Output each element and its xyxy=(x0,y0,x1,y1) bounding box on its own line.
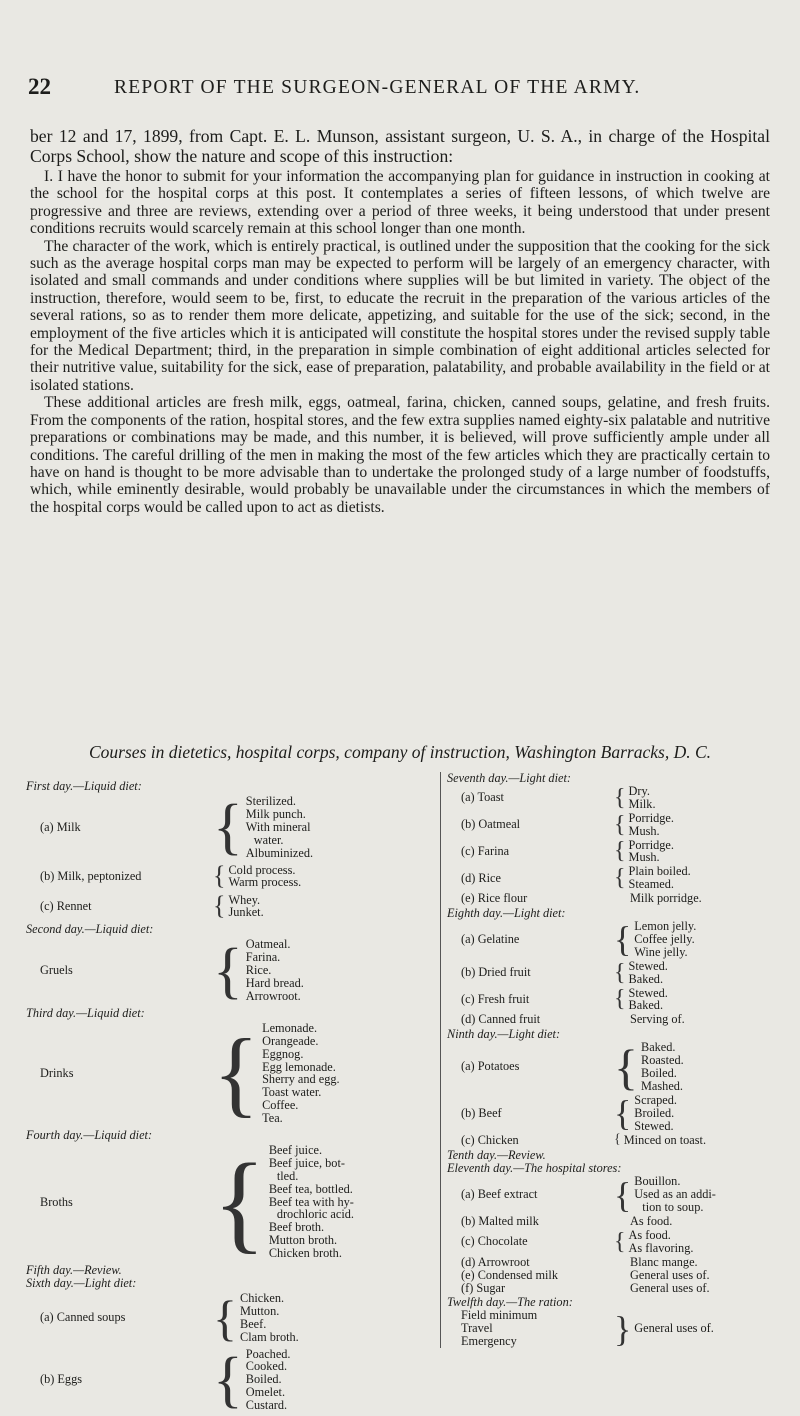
preparations-list xyxy=(629,785,656,811)
preparation: Baked. xyxy=(628,971,664,986)
preparation: Poached. xyxy=(245,1346,291,1361)
preparation: Roasted. xyxy=(641,1053,684,1068)
preparation: Milk. xyxy=(628,796,656,811)
paragraph-3: These additional articles are fresh milk, eggs, oatmeal, farina, chicken, canned soups, gelatine, and fresh fruits. From the components of the ration, hospital stores, and the few extra supplies named eighty-six palatable and nutritive preparations or combinations may be made, and this number, it is believed, will prove sufficiently ample under all conditions. The careful drilling of the men in making the most of the few articles which they are practically certain to have on hand is thought to be more advisable than to undertake the prolonged study of a large number of foodstuffs, which, while eminently desirable, would probably be unavailable under the circumstances in which the members of the hospital corps would be called upon to act as dietists. xyxy=(30,394,770,516)
preparation: Cold process. xyxy=(228,862,296,877)
preparation: Eggnog. xyxy=(262,1046,304,1061)
preparations-list xyxy=(228,894,263,920)
brace: { xyxy=(213,891,226,921)
menu-group xyxy=(461,865,792,891)
ration-list xyxy=(461,1309,611,1348)
preparations-list xyxy=(629,865,691,891)
food-label: (a) Toast xyxy=(461,790,504,805)
day-heading: Fifth day.—Review. xyxy=(26,1263,122,1278)
food-label: (b) Milk, peptonized xyxy=(40,868,142,883)
menu-group xyxy=(40,1141,431,1264)
menu-group xyxy=(461,1094,792,1133)
preparation: Milk punch. xyxy=(245,806,306,821)
preparation: Orangeade. xyxy=(262,1033,319,1048)
food-label: Travel xyxy=(461,1321,493,1336)
preparation: Coffee jelly. xyxy=(634,931,695,946)
day-heading: Eighth day.—Light diet: xyxy=(447,906,566,921)
day-heading: Tenth day.—Review. xyxy=(447,1148,546,1163)
preparations-list xyxy=(641,1041,684,1093)
food-label: (e) Rice flour xyxy=(461,891,528,906)
food-label: (b) Dried fruit xyxy=(461,965,531,980)
preparation: Clam broth. xyxy=(240,1329,299,1344)
food-label: (c) Fresh fruit xyxy=(461,991,530,1006)
preparations-list xyxy=(629,839,674,865)
preparations-list xyxy=(246,1348,291,1413)
preparations-list xyxy=(246,795,313,860)
preparations-list xyxy=(269,1144,354,1260)
preparation: As food. xyxy=(628,1227,671,1242)
preparation: As food. xyxy=(630,1214,673,1228)
preparation: Rice. xyxy=(245,963,272,978)
day-heading: Second day.—Liquid diet: xyxy=(26,922,154,937)
preparations-list xyxy=(629,987,668,1013)
food-label: (a) Canned soups xyxy=(40,1310,126,1325)
right-column xyxy=(440,772,792,1348)
brace: { xyxy=(213,1019,260,1127)
brace: { xyxy=(213,936,243,1005)
brace: { xyxy=(213,1141,266,1264)
preparation: Cooked. xyxy=(245,1359,288,1374)
menu-group xyxy=(461,1215,792,1228)
preparation: tion to soup. xyxy=(642,1200,704,1215)
day-heading: Sixth day.—Light diet: xyxy=(26,1276,137,1290)
preparations-list xyxy=(246,938,304,1003)
preparation: Mush. xyxy=(628,850,660,865)
preparation: Plain boiled. xyxy=(628,864,691,879)
day-heading: Eleventh day.—The hospital stores: xyxy=(447,1161,622,1176)
preparation: Custard. xyxy=(245,1398,288,1413)
brace: { xyxy=(213,1289,237,1346)
menu-group xyxy=(40,863,431,889)
food-label: (b) Beef xyxy=(461,1105,502,1120)
food-label: (b) Eggs xyxy=(40,1372,83,1387)
preparations-list xyxy=(624,1134,706,1147)
day-heading: Twelfth day.—The ration: xyxy=(447,1295,573,1310)
food-label: Field minimum xyxy=(461,1308,538,1323)
preparation: Egg lemonade. xyxy=(262,1059,336,1074)
preparation: Farina. xyxy=(245,950,281,965)
food-label: (b) Oatmeal xyxy=(461,817,521,832)
menu-group xyxy=(461,1229,792,1255)
preparation: Lemon jelly. xyxy=(634,918,697,933)
menu-group xyxy=(461,1282,792,1295)
menu-group xyxy=(461,1269,792,1282)
intro-paragraph: ber 12 and 17, 1899, from Capt. E. L. Munson, assistant surgeon, U. S. A., in charge of the Hospital Corps School, show the nature and scope of this instruction: xyxy=(30,126,770,166)
preparation: Mutton broth. xyxy=(268,1233,338,1248)
preparation: Wine jelly. xyxy=(634,944,688,959)
menu-group xyxy=(40,795,431,860)
preparation: Oatmeal. xyxy=(245,937,291,952)
menu-group xyxy=(461,839,792,865)
menu-group xyxy=(461,1309,792,1348)
preparation: Porridge. xyxy=(628,837,674,852)
brace: { xyxy=(614,959,626,986)
food-label: Drinks xyxy=(40,1065,74,1080)
preparation: Mashed. xyxy=(641,1078,684,1093)
brace: { xyxy=(614,986,626,1013)
brace: { xyxy=(614,784,626,811)
food-label: (d) Canned fruit xyxy=(461,1012,541,1027)
menu-group xyxy=(461,892,792,905)
preparation: General uses of. xyxy=(630,1267,710,1282)
day-heading: Seventh day.—Light diet: xyxy=(447,771,571,785)
preparation: Beef tea, bottled. xyxy=(268,1181,353,1196)
brace: { xyxy=(213,1345,243,1414)
menu-group xyxy=(40,1019,431,1127)
food-label: (c) Farina xyxy=(461,843,510,858)
preparation: Lemonade. xyxy=(262,1020,318,1035)
preparation: Omelet. xyxy=(245,1385,286,1400)
menu-group xyxy=(461,960,792,986)
food-label: (f) Sugar xyxy=(461,1280,506,1295)
preparation: Sherry and egg. xyxy=(262,1072,340,1087)
preparation: Boiled. xyxy=(641,1065,677,1080)
preparation: Used as an addi- xyxy=(634,1187,716,1202)
preparation: Hard bread. xyxy=(245,976,304,991)
food-label: Emergency xyxy=(461,1334,517,1349)
preparation: Beef juice. xyxy=(268,1142,323,1157)
left-column xyxy=(26,780,431,1416)
preparation: Serving of. xyxy=(630,1012,685,1027)
preparation: Stewed. xyxy=(634,1118,674,1133)
brace: } xyxy=(614,1308,632,1349)
food-label: (e) Condensed milk xyxy=(461,1267,558,1282)
food-label: (d) Rice xyxy=(461,870,501,885)
preparation: Albuminized. xyxy=(245,845,314,860)
preparation: Warm process. xyxy=(228,875,302,890)
courses-heading: Courses in dietetics, hospital corps, company of instruction, Washington Barracks, D. C. xyxy=(88,742,712,762)
preparations-list xyxy=(629,1229,694,1255)
preparation: Baked. xyxy=(628,998,664,1013)
food-label: (a) Potatoes xyxy=(461,1059,520,1074)
brace: { xyxy=(614,1228,626,1255)
preparation: drochloric acid. xyxy=(276,1207,354,1222)
food-label: (c) Rennet xyxy=(40,898,92,913)
food-label: (a) Gelatine xyxy=(461,931,520,946)
menu-group xyxy=(461,1013,792,1026)
preparation: Blanc mange. xyxy=(630,1254,698,1269)
preparations-list xyxy=(228,864,301,890)
report-text xyxy=(30,126,770,516)
day-heading: Ninth day.—Light diet: xyxy=(447,1027,561,1042)
preparation: Junket. xyxy=(228,905,264,920)
preparation: Baked. xyxy=(641,1040,676,1055)
brace: { xyxy=(213,861,226,891)
menu-group xyxy=(40,1345,431,1414)
brace: { xyxy=(614,811,626,838)
brace: { xyxy=(614,1174,632,1215)
preparations-list xyxy=(634,1175,716,1214)
menu-group xyxy=(461,1038,792,1095)
preparation: Whey. xyxy=(228,892,261,907)
menu-group xyxy=(461,785,792,811)
food-label: Gruels xyxy=(40,963,73,978)
preparation: Beef juice, bot- xyxy=(268,1155,345,1170)
preparation: Stewed. xyxy=(628,985,668,1000)
preparation: Broiled. xyxy=(634,1105,675,1120)
menu-group xyxy=(461,920,792,959)
brace: { xyxy=(213,793,243,862)
preparation: Boiled. xyxy=(245,1372,282,1387)
food-label: (d) Arrowroot xyxy=(461,1254,530,1269)
food-label: (c) Chicken xyxy=(461,1133,519,1148)
preparations-list xyxy=(629,812,674,838)
preparation: Beef. xyxy=(240,1316,267,1331)
preparation: Dry. xyxy=(628,783,650,798)
preparation: Scraped. xyxy=(634,1092,677,1107)
preparation: Toast water. xyxy=(262,1085,322,1100)
preparations-list xyxy=(262,1022,340,1125)
paragraph-2: The character of the work, which is entirely practical, is outlined under the supposition that the cooking for the sick such as the average hospital corps man may be expected to perform will be largely of an emergency character, with isolated and small commands and under conditions where supplies will be but limited in variety. The object of the instruction, therefore, would seem to be, first, to educate the recruit in the preparation of the various articles of the several rations, so as to render them more delicate, appetizing, and suitable for the use of the sick; second, in the employment of the five articles which it is anticipated will constitute the hospital stores under the revised supply table for the Medical Department; third, in the preparation in simple combination of eight additional articles selected for their nutritive value, suitability for the sick, ease of preparation, palatability, and probable availability in the field or at isolated stations. xyxy=(30,237,770,394)
preparation: General uses of. xyxy=(630,1280,710,1295)
preparation: Tea. xyxy=(262,1111,283,1126)
preparation: Coffee. xyxy=(262,1098,299,1113)
preparation: Chicken. xyxy=(240,1290,285,1305)
menu-group xyxy=(461,1175,792,1214)
preparation: Steamed. xyxy=(628,877,674,892)
preparation: General uses of. xyxy=(634,1321,714,1336)
menu-group xyxy=(40,893,431,919)
menu-group xyxy=(461,1256,792,1269)
preparation: Beef tea with hy- xyxy=(268,1194,354,1209)
food-label: (c) Chocolate xyxy=(461,1234,528,1249)
preparation: Porridge. xyxy=(628,810,674,825)
preparation: water. xyxy=(253,832,284,847)
menu-group xyxy=(40,938,431,1003)
preparation: tled. xyxy=(276,1168,299,1183)
brace: { xyxy=(614,865,626,892)
preparation: Minced on toast. xyxy=(623,1133,707,1148)
menu-group xyxy=(461,1133,792,1147)
day-heading: Fourth day.—Liquid diet: xyxy=(26,1128,153,1143)
preparation: Bouillon. xyxy=(634,1174,681,1189)
paragraph-1: I. I have the honor to submit for your information the accompanying plan for guidance in instruction in cooking at the school for the hospital corps at this post. It contemplates a series of fifteen lessons, of which twelve are progressive and three are reviews, extending over a period of three weeks, it being understood that under present conditions recruits would scarcely remain at this school longer than one month. xyxy=(30,168,770,238)
preparations-list xyxy=(629,960,668,986)
running-title: REPORT OF THE SURGEON-GENERAL OF THE ARMY. xyxy=(114,77,641,98)
preparation: Chicken broth. xyxy=(268,1246,342,1261)
preparation: Arrowroot. xyxy=(245,988,301,1003)
menu-group xyxy=(461,987,792,1013)
brace: { xyxy=(614,1093,632,1134)
brace: { xyxy=(614,919,632,960)
page-number: 22 xyxy=(28,74,51,99)
preparation: With mineral xyxy=(245,819,311,834)
preparation: Stewed. xyxy=(628,958,668,973)
preparations-list xyxy=(634,1094,677,1133)
preparation: Mush. xyxy=(628,823,660,838)
preparation: Mutton. xyxy=(240,1303,280,1318)
preparation: Milk porridge. xyxy=(630,891,702,906)
preparation: Beef broth. xyxy=(268,1220,325,1235)
food-label: (a) Beef extract xyxy=(461,1187,538,1202)
brace: { xyxy=(614,1132,621,1148)
food-label: Broths xyxy=(40,1194,73,1209)
food-label: (a) Milk xyxy=(40,819,81,834)
day-heading: First day.—Liquid diet: xyxy=(26,779,142,793)
preparation: Sterilized. xyxy=(245,793,296,808)
preparations-list xyxy=(634,920,696,959)
brace: { xyxy=(614,838,626,865)
page-header xyxy=(0,74,800,114)
preparation: As flavoring. xyxy=(628,1240,694,1255)
menu-group xyxy=(461,812,792,838)
brace: { xyxy=(614,1038,638,1095)
day-heading: Third day.—Liquid diet: xyxy=(26,1005,145,1020)
food-label: (b) Malted milk xyxy=(461,1214,539,1228)
